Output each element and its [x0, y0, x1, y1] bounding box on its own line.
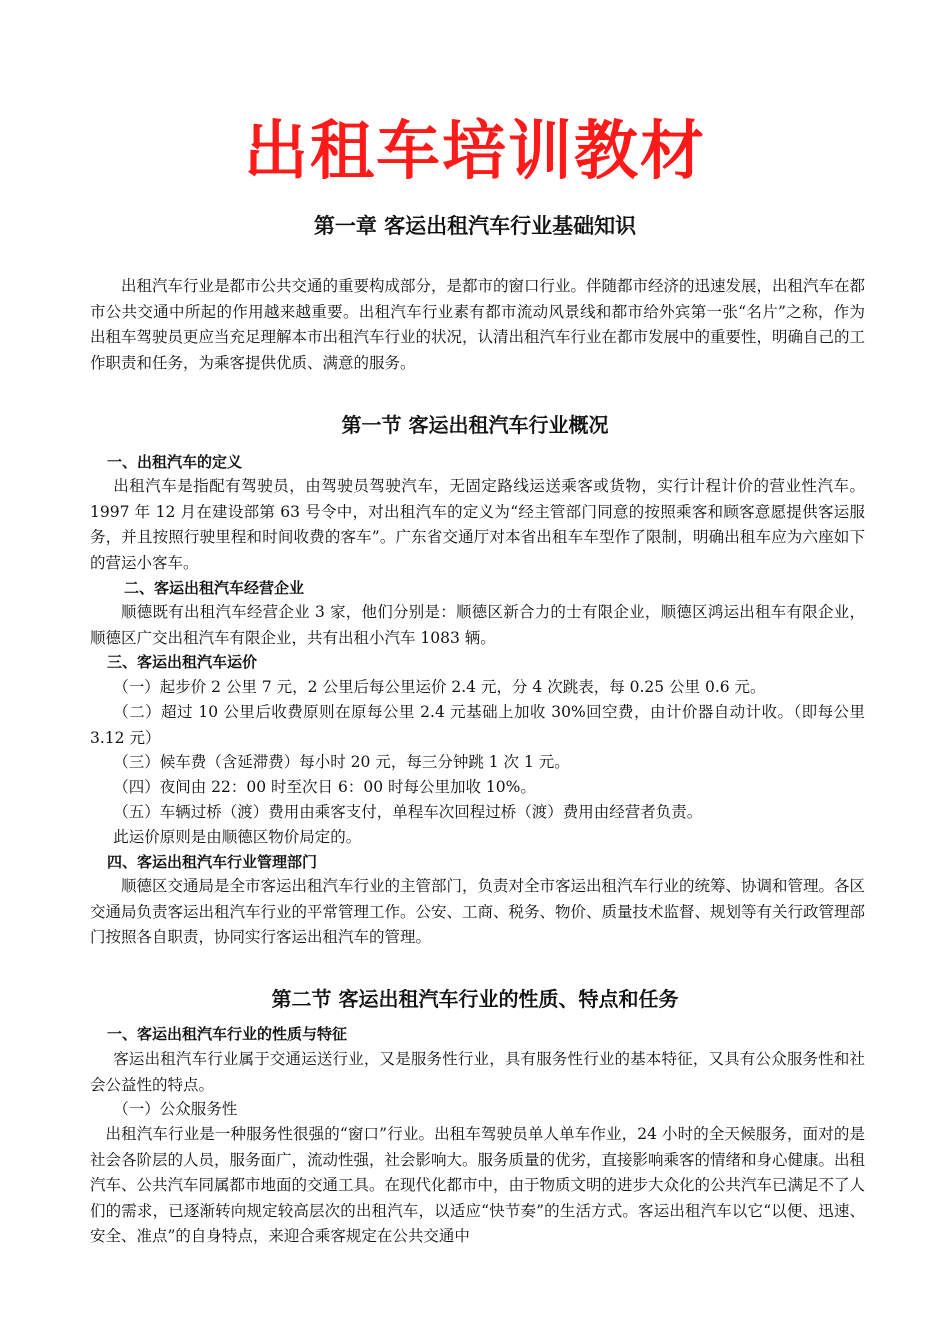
fare-item-2: （二）超过 10 公里后收费原则在原每公里 2.4 元基础上加收 30%回空费，由计价器自动计收。（即每公里 3.12 元）	[90, 703, 865, 747]
chapter-heading: 第一章 客运出租汽车行业基础知识	[313, 214, 637, 238]
subheading-fares: 三、客运出租汽车运价	[107, 653, 258, 671]
fare-item-1: （一）起步价 2 公里 7 元，2 公里后每公里运价 2.4 元，分 4 次跳表，每 0.25 公里 0.6 元。	[113, 678, 766, 696]
fare-note: 此运价原则是由顺德区物价局定的。	[113, 828, 362, 846]
paragraph-taxi-definition: 出租汽车是指配有驾驶员，由驾驶员驾驶汽车，无固定路线运送乘客或货物，实行计程计价的营业性汽车。1997 年 12 月在建设部第 63 号令中，对出租汽车的定义为“经主管部门同意的按照乘客和顾客意愿提供客运服务，并且按照行驶里程和时间收费的客车”。广东省交通厅对本省出租车车型作了限制，明确出租车应为六座如下的营运小客车。	[90, 477, 865, 572]
paragraph-management: 顺德区交通局是全市客运出租汽车行业的主管部门，负责对全市客运出租汽车行业的统筹、协调和管理。各区交通局负责客运出租汽车行业的平常管理工作。公安、工商、税务、物价、质量技术监督、规划等有关行政管理部门按照各自职责，协同实行客运出租汽车的管理。	[90, 877, 866, 946]
subheading-management: 四、客运出租汽车行业管理部门	[107, 853, 318, 871]
paragraph-operators: 顺德既有出租汽车经营企业 3 家，他们分别是：顺德区新合力的士有限企业，顺德区鸿运出租车有限企业，顺德区广交出租汽车有限企业，共有出租小汽车 1083 辆。	[90, 603, 865, 647]
subheading-taxi-definition: 一、出租汽车的定义	[107, 453, 243, 471]
document-title: 出租车培训教材	[244, 115, 706, 189]
subheading-public-service: （一）公众服务性	[113, 1100, 238, 1118]
paragraph-public-service: 出租汽车行业是一种服务性很强的“窗口”行业。出租车驾驶员单人单车作业，24 小时的全天候服务，面对的是社会各阶层的人员，服务面广，流动性强，社会影响大。服务质量的优劣，直接影响乘客的情绪和身心健康。出租汽车、公共汽车同属都市地面的交通工具。在现代化都市中，由于物质文明的进步大众化的公共汽车已满足不了人们的需求，已逐渐转向规定较高层次的出租汽车，以适应“快节奏”的生活方式。客运出租汽车以它“以便、迅速、安全、准点”的自身特点，来迎合乘客规定在公共交通中	[90, 1125, 866, 1245]
paragraph-nature: 客运出租汽车行业属于交通运送行业，又是服务性行业，具有服务性行业的基本特征，又具有公众服务性和社会公益性的特点。	[90, 1050, 865, 1094]
fare-item-3: （三）候车费（含延滞费）每小时 20 元，每三分钟跳 1 次 1 元。	[113, 753, 570, 771]
subheading-nature: 一、客运出租汽车行业的性质与特征	[107, 1025, 348, 1043]
fare-item-5: （五）车辆过桥（渡）费用由乘客支付，单程车次回程过桥（渡）费用由经营者负责。	[113, 803, 703, 821]
section-1-heading: 第一节 客运出租汽车行业概况	[341, 413, 609, 437]
fare-item-4: （四）夜间由 22：00 时至次日 6：00 时每公里加收 10%。	[113, 778, 536, 796]
intro-paragraph: 出租汽车行业是都市公共交通的重要构成部分，是都市的窗口行业。伴随都市经济的迅速发展，出租汽车在都市公共交通中所起的作用越来越重要。出租汽车行业素有都市流动风景线和都市给外宾第一张“名片”之称，作为出租车驾驶员更应当充足理解本市出租汽车行业的状况，认清出租汽车行业在都市发展中的重要性，明确自己的工作职责和任务，为乘客提供优质、满意的服务。	[90, 277, 866, 372]
subheading-operators: 二、客运出租汽车经营企业	[124, 579, 305, 597]
section-2-heading: 第二节 客运出租汽车行业的性质、特点和任务	[271, 987, 679, 1011]
